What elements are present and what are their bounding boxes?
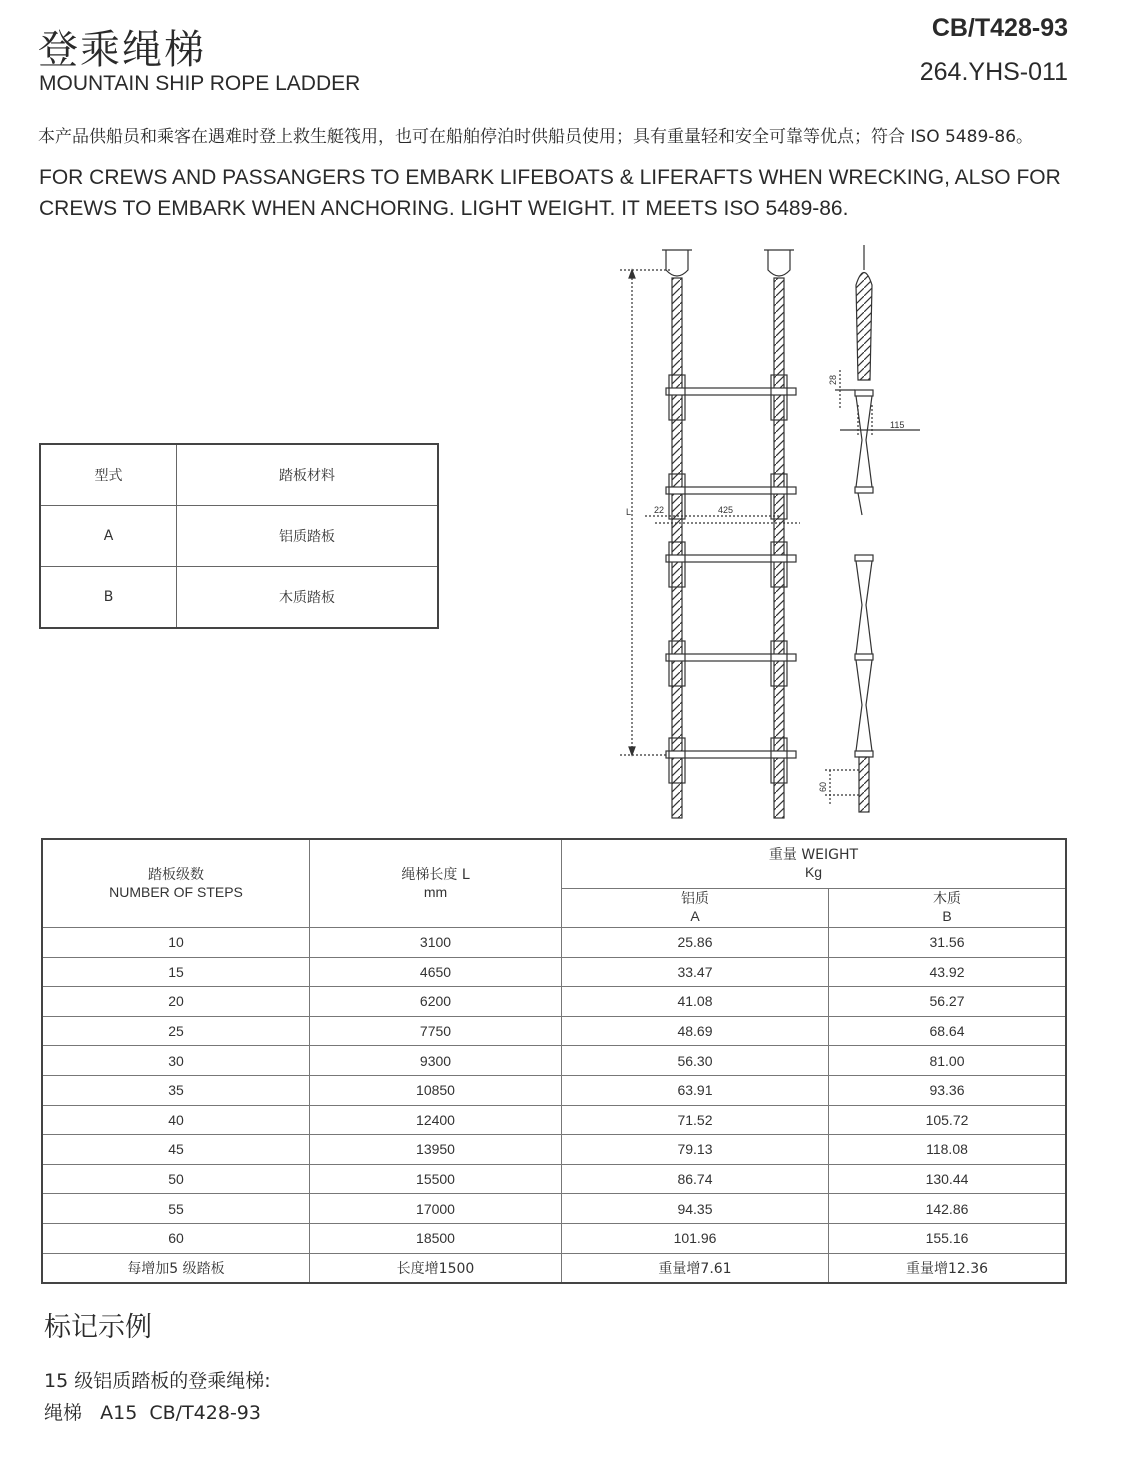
table-header-row xyxy=(40,444,438,506)
length-cell: 10850 xyxy=(310,1075,562,1105)
table-row xyxy=(40,567,438,629)
marking-example-title: 标记示例 xyxy=(44,1312,152,1343)
weight-wood-cell: 118.08 xyxy=(829,1135,1067,1165)
header-weight xyxy=(562,839,1067,889)
table-row xyxy=(42,1223,1066,1253)
header-material: 踏板材料 xyxy=(177,444,439,506)
steps-cell: 15 xyxy=(42,957,310,987)
footer-length-increment: 长度增1500 xyxy=(310,1253,562,1283)
steps-cell: 45 xyxy=(42,1135,310,1165)
weight-aluminum-cell: 101.96 xyxy=(562,1223,829,1253)
dim-length-label: L xyxy=(626,507,632,517)
dim-thickness-label: 28 xyxy=(828,374,838,385)
material-cell: 铝质踏板 xyxy=(177,506,439,567)
weight-aluminum-cell: 48.69 xyxy=(562,1016,829,1046)
marking-example-line2: 绳梯 A15 CB/T428-93 xyxy=(44,1402,261,1424)
standard-code: CB/T428-93 xyxy=(931,14,1068,42)
weight-wood-cell: 142.86 xyxy=(829,1194,1067,1224)
left-shackle-icon xyxy=(666,250,688,276)
table-row xyxy=(40,506,438,567)
weight-wood-cell: 155.16 xyxy=(829,1223,1067,1253)
dim-span-label: 425 xyxy=(718,505,734,515)
table-row xyxy=(42,1164,1066,1194)
length-cell: 12400 xyxy=(310,1105,562,1135)
length-cell: 17000 xyxy=(310,1194,562,1224)
header-length xyxy=(310,839,562,928)
length-cell: 13950 xyxy=(310,1135,562,1165)
weight-aluminum-cell: 71.52 xyxy=(562,1105,829,1135)
table-row xyxy=(42,928,1066,958)
ladder-drawing xyxy=(600,240,940,820)
weight-wood-cell: 93.36 xyxy=(829,1075,1067,1105)
table-row xyxy=(42,1075,1066,1105)
side-view xyxy=(855,245,873,812)
description-chinese: 本产品供船员和乘客在遇难时登上救生艇筏用，也可在船舶停泊时供船员使用；具有重量轻和安全可靠等优点；符合 ISO 5489-86。 xyxy=(38,127,1034,147)
left-rope xyxy=(672,278,682,818)
header-wood-cn: 木质 xyxy=(933,891,961,907)
steps-cell: 10 xyxy=(42,928,310,958)
header-length-cn: 绳梯长度 L xyxy=(401,866,470,883)
table-row xyxy=(42,1135,1066,1165)
type-cell: A xyxy=(40,506,177,567)
header-steps xyxy=(42,839,310,928)
steps-cell: 60 xyxy=(42,1223,310,1253)
header-aluminum xyxy=(562,889,829,928)
steps-cell: 50 xyxy=(42,1164,310,1194)
title-chinese: 登乘绳梯 xyxy=(38,27,206,73)
header-aluminum-code: A xyxy=(690,908,700,924)
weight-wood-cell: 68.64 xyxy=(829,1016,1067,1046)
weight-aluminum-cell: 63.91 xyxy=(562,1075,829,1105)
weight-aluminum-cell: 56.30 xyxy=(562,1046,829,1076)
table-footer-row xyxy=(42,1253,1066,1283)
footer-steps-increment: 每增加5 级踏板 xyxy=(42,1253,310,1283)
right-shackle-icon xyxy=(768,250,790,276)
length-cell: 9300 xyxy=(310,1046,562,1076)
length-cell: 7750 xyxy=(310,1016,562,1046)
weight-wood-cell: 56.27 xyxy=(829,987,1067,1017)
dim-width-label: 115 xyxy=(890,420,905,430)
steps-cell: 20 xyxy=(42,987,310,1017)
type-material-table xyxy=(39,443,439,629)
length-cell: 3100 xyxy=(310,928,562,958)
weight-aluminum-cell: 86.74 xyxy=(562,1164,829,1194)
type-cell: B xyxy=(40,567,177,629)
table-row xyxy=(42,1046,1066,1076)
length-cell: 18500 xyxy=(310,1223,562,1253)
header-weight-title: 重量 WEIGHT xyxy=(768,847,859,863)
marking-example-line1: 15 级铝质踏板的登乘绳梯: xyxy=(44,1370,271,1392)
weight-aluminum-cell: 25.86 xyxy=(562,928,829,958)
dim-bottom-label: 60 xyxy=(818,781,828,792)
length-cell: 6200 xyxy=(310,987,562,1017)
weight-wood-cell: 43.92 xyxy=(829,957,1067,987)
steps-cell: 30 xyxy=(42,1046,310,1076)
length-cell: 4650 xyxy=(310,957,562,987)
steps-cell: 40 xyxy=(42,1105,310,1135)
steps-cell: 35 xyxy=(42,1075,310,1105)
weight-aluminum-cell: 41.08 xyxy=(562,987,829,1017)
header-wood-code: B xyxy=(942,908,952,924)
weight-aluminum-cell: 33.47 xyxy=(562,957,829,987)
weight-wood-cell: 130.44 xyxy=(829,1164,1067,1194)
material-cell: 木质踏板 xyxy=(177,567,439,629)
steps-cell: 25 xyxy=(42,1016,310,1046)
steps-cell: 55 xyxy=(42,1194,310,1224)
weight-wood-cell: 105.72 xyxy=(829,1105,1067,1135)
title-english: MOUNTAIN SHIP ROPE LADDER xyxy=(39,72,361,95)
weight-wood-cell: 81.00 xyxy=(829,1046,1067,1076)
header-steps-en: NUMBER OF STEPS xyxy=(109,883,243,900)
weight-aluminum-cell: 94.35 xyxy=(562,1194,829,1224)
table-row xyxy=(42,1194,1066,1224)
footer-aluminum-increment: 重量增7.61 xyxy=(562,1253,829,1283)
header-aluminum-cn: 铝质 xyxy=(681,891,709,907)
right-rope xyxy=(774,278,784,818)
weight-aluminum-cell: 79.13 xyxy=(562,1135,829,1165)
dim-rope-label: 22 xyxy=(654,505,665,515)
specification-table xyxy=(41,838,1067,1284)
header-type: 型式 xyxy=(40,444,177,506)
table-row xyxy=(42,1016,1066,1046)
table-row xyxy=(42,957,1066,987)
header-wood xyxy=(829,889,1067,928)
table-row xyxy=(42,1105,1066,1135)
length-cell: 15500 xyxy=(310,1164,562,1194)
footer-wood-increment: 重量增12.36 xyxy=(829,1253,1067,1283)
header-length-unit: mm xyxy=(423,883,448,900)
header-weight-unit: Kg xyxy=(804,864,823,880)
catalog-code: 264.YHS-011 xyxy=(919,58,1068,86)
table-row xyxy=(42,987,1066,1017)
weight-wood-cell: 31.56 xyxy=(829,928,1067,958)
description-english: FOR CREWS AND PASSANGERS TO EMBARK LIFEBOATS & LIFERAFTS WHEN WRECKING, ALSO FOR CREWS TO EMBARK WHEN ANCHORING. LIGHT WEIGHT. IT MEETS ISO 5489-86. xyxy=(39,166,1061,220)
header-steps-cn: 踏板级数 xyxy=(148,866,204,883)
